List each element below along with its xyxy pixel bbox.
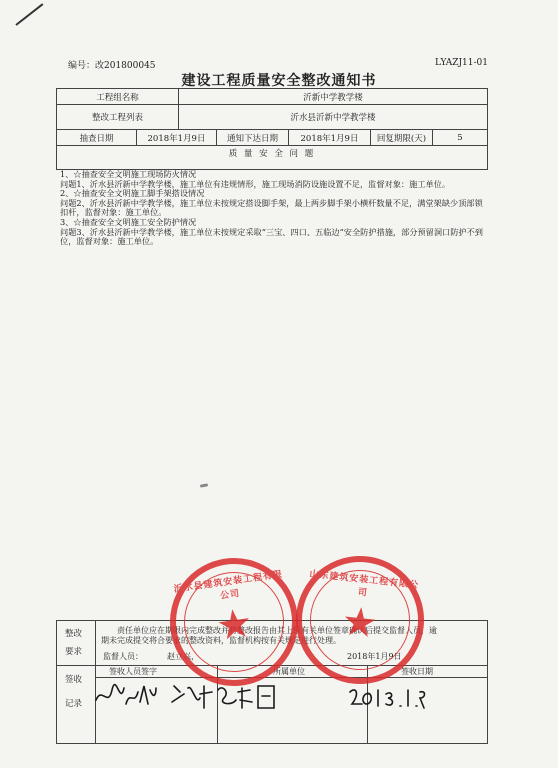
issue-line: 问题3、沂水县沂新中学教学楼，施工单位未按规定采取“三宝、四口、五临边”安全防护措施，部分预留洞口防护不到位，监督对象：施工单位。 [60, 226, 483, 247]
receipt-label-1: 签收 [65, 675, 83, 685]
issue-line: 问题1、沂水县沂新中学教学楼，施工单位有违规情形，施工现场消防设施设置不足，监督对象：施工单位。 [60, 178, 451, 189]
document-title: 建设工程质量安全整改通知书 [181, 73, 377, 89]
issue-line: 问题2、沂水县沂新中学教学楼，施工单位未按规定搭设脚手架，最上两步脚手架小横杆数量不足，满堂架缺少顶部锁扣杆，监督对象：施工单位。 [60, 197, 483, 218]
receipt-header-divider [95, 677, 487, 678]
list-label: 整改工程列表 [57, 105, 179, 129]
rectify-label-1: 整改 [65, 629, 83, 639]
list-value: 沂水县沂新中学教学楼 [290, 113, 376, 123]
date-row [57, 130, 487, 146]
rectify-text-1: 责任单位应在期限内完成整改并将整改报告由其上级有关单位签章确认后提交监督人员，逾 [117, 626, 437, 635]
notice-value: 2018年1月9日 [289, 130, 371, 145]
signed-date: 2018年1月9日 [347, 652, 402, 661]
star-icon: ★ [213, 599, 256, 651]
unit-signature [170, 680, 280, 712]
rectify-text-2: 期未完成提交将合要求的整改资料，监督机构按有关规定进行处理。 [101, 636, 341, 645]
supervisor-label: 监督人员： [103, 652, 143, 661]
date-signature [348, 684, 428, 710]
issue-line: 2、☆抽查安全文明施工脚手架搭设情况 [60, 188, 205, 199]
issue-line: 1、☆抽查安全文明施工现场防火情况 [60, 169, 197, 179]
deadline-label: 回复期限(天) [371, 130, 433, 145]
project-label: 工程组名称 [57, 89, 179, 104]
col-signer: 签收人员签字 [109, 667, 157, 676]
col-unit: 所属单位 [273, 667, 305, 676]
issues-list [56, 170, 488, 247]
seal-right-text: 山东建筑安装工程有限公司 [308, 569, 420, 599]
date-label: 抽查日期 [57, 130, 137, 145]
signer-signature [94, 680, 158, 710]
supervisor-value: 赵立兴， [167, 652, 199, 661]
project-row [57, 89, 487, 105]
form-code: LYAZJ11-01 [435, 58, 488, 68]
notice-label: 通知下达日期 [217, 130, 289, 145]
deadline-value: 5 [457, 132, 463, 143]
project-value: 沂新中学教学楼 [303, 92, 363, 103]
date-value: 2018年1月9日 [137, 130, 217, 145]
star-icon: ★ [339, 598, 380, 648]
info-table [56, 88, 488, 170]
rectify-label-2: 要求 [65, 647, 83, 657]
document-number: 编号：改201800045 [68, 61, 156, 71]
issues-heading-row [57, 146, 487, 160]
list-row [57, 105, 487, 130]
scan-speck [200, 483, 208, 487]
issue-line: 3、☆抽查安全文明施工安全防护情况 [60, 216, 197, 227]
issues-heading: 质 量 安 全 问 题 [228, 149, 316, 159]
pen-mark [15, 3, 43, 26]
receipt-label-2: 记录 [65, 699, 83, 709]
col-date: 签收日期 [401, 667, 433, 676]
seal-left-text: 沂水县建筑安装工程有限公司 [173, 569, 284, 602]
